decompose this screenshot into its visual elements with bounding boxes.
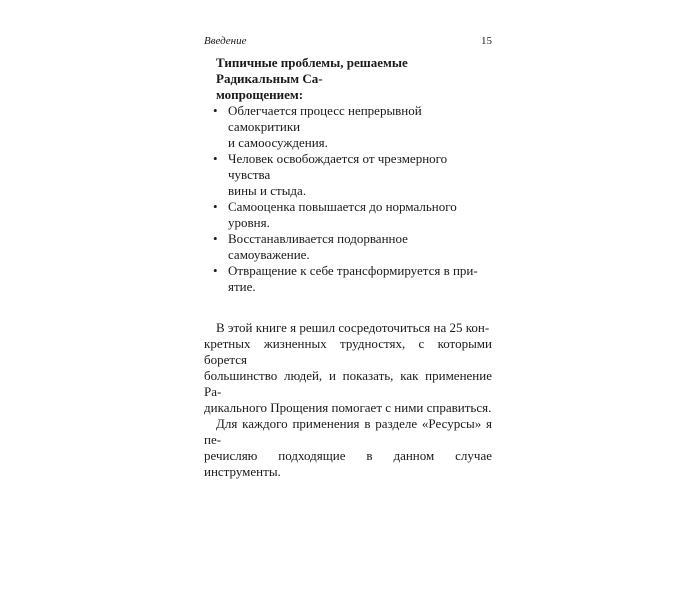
running-head: Введение — [204, 35, 247, 47]
paragraph-line: кретных жизненных трудностях, с которыми борется — [204, 336, 492, 367]
list-item-line: и самоосуждения. — [228, 135, 328, 150]
paragraph-line: Для каждого применения в разделе «Ресурсы» я пе- — [204, 416, 492, 447]
body-paragraph — [204, 416, 492, 480]
paragraph-line: В этой книге я решил сосредоточиться на 25 кон- — [216, 320, 490, 335]
list-item — [204, 151, 492, 199]
list-item-line: Облегчается процесс непрерывной самокритики — [228, 103, 422, 134]
list-item-line: Человек освобождается от чрезмерного чувства — [228, 151, 448, 182]
body-paragraph — [204, 320, 492, 416]
list-item — [204, 199, 492, 231]
list-item-line: Восстанавливается подорванное самоуважение. — [228, 231, 408, 262]
paragraph-line: большинство людей, и показать, как применение Ра- — [204, 368, 492, 399]
list-item-line: Самооценка повышается до нормального уровня. — [228, 199, 457, 230]
section-heading — [204, 55, 492, 103]
list-item-line: ятие. — [228, 279, 256, 294]
page-body — [204, 55, 492, 480]
paragraph-line: дикального Прощения помогает с ними справиться. — [204, 400, 492, 415]
list-item — [204, 103, 492, 151]
heading-line: мопрощением: — [216, 87, 304, 102]
paragraph-line: речисляю подходящие в данном случае инструменты. — [204, 448, 492, 479]
list-item — [204, 263, 492, 295]
page-number: 15 — [481, 35, 492, 47]
list-item — [204, 231, 492, 263]
list-item-line: Отвращение к себе трансформируется в при- — [228, 263, 478, 278]
list-item-line: вины и стыда. — [228, 183, 307, 198]
page-header — [204, 34, 492, 48]
problem-list — [204, 103, 492, 295]
heading-line: Типичные проблемы, решаемые Радикальным Са- — [216, 55, 408, 86]
